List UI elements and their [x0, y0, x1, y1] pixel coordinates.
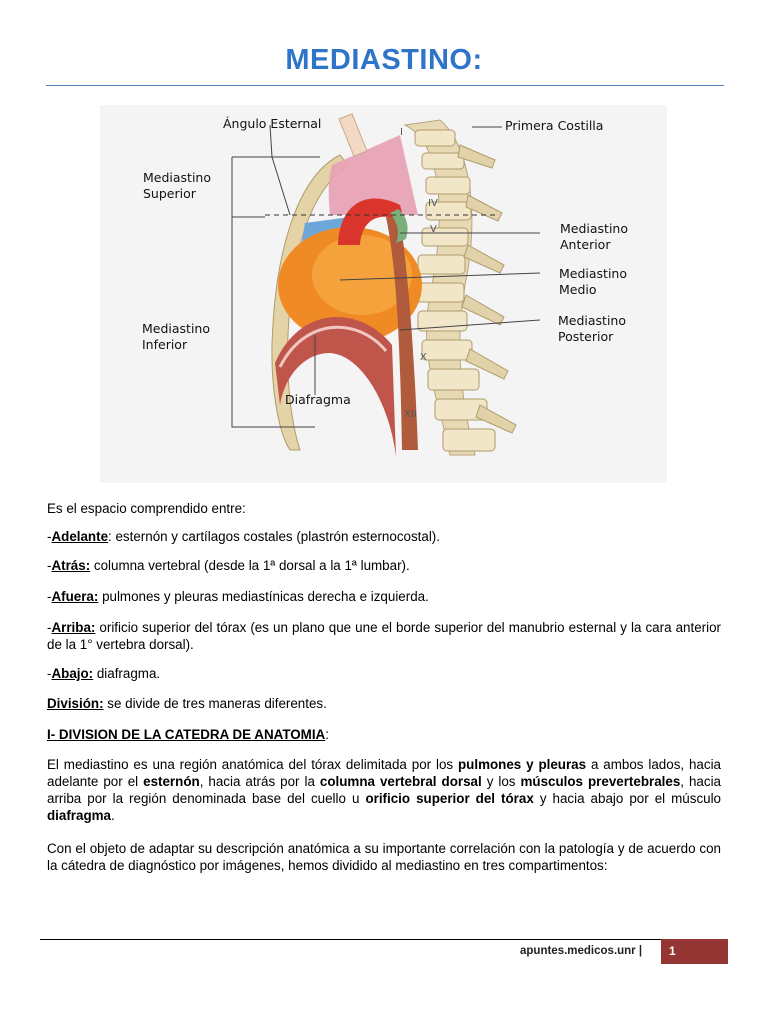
vertebra-label-i: I	[400, 127, 403, 138]
page-title: MEDIASTINO:	[285, 44, 483, 76]
label-mediastino-inferior: Mediastino Inferior	[142, 321, 210, 352]
title-underline	[46, 85, 724, 86]
footer-rule	[40, 939, 728, 940]
limit-arriba: -Arriba: orificio superior del tórax (es un plano que une el borde superior del manubrio esternal y la cara anterior de la 1° vertebra dorsal).	[47, 620, 721, 652]
vertebra-label-iv: IV	[428, 198, 438, 209]
label-mediastino-posterior: Mediastino Posterior	[558, 313, 626, 344]
page-number: 1	[661, 939, 728, 964]
mediastinum-illustration	[100, 105, 667, 483]
anatomy-paragraph: El mediastino es una región anatómica del tórax delimitada por los pulmones y pleuras a ambos lados, hacia adelante por el esternón, hacia atrás por la columna vertebral dorsal y los músculos prevertebrales, hacia arriba por la región denominada base del cuello u orificio superior del tórax y hacia abajo por el músculo diafragma.	[47, 757, 722, 823]
intro-paragraph: Es el espacio comprendido entre:	[47, 501, 246, 516]
vertebra-label-x: X	[420, 352, 427, 363]
label-angulo-esternal: Ángulo Esternal	[223, 116, 322, 131]
division-line: División: se divide de tres maneras diferentes.	[47, 696, 327, 711]
section-heading: I- DIVISION DE LA CATEDRA DE ANATOMIA:	[47, 727, 329, 742]
limit-adelante: -Adelante: esternón y cartílagos costales (plastrón esternocostal).	[47, 529, 440, 544]
footer-site: apuntes.medicos.unr |	[520, 945, 643, 957]
label-primera-costilla: Primera Costilla	[505, 118, 604, 133]
limit-afuera: -Afuera: pulmones y pleuras mediastínicas derecha e izquierda.	[47, 589, 429, 604]
label-mediastino-superior: Mediastino Superior	[143, 170, 211, 201]
limit-atras: -Atrás: columna vertebral (desde la 1ª dorsal a la 1ª lumbar).	[47, 558, 410, 573]
imaging-paragraph: Con el objeto de adaptar su descripción anatómica a su importante correlación con la patología y de acuerdo con la cátedra de diagnóstico por imágenes, hemos dividido al mediastino en tres compartimentos:	[47, 841, 721, 873]
label-mediastino-medio: Mediastino Medio	[559, 266, 627, 297]
vertebra-label-v: V	[430, 224, 437, 235]
label-mediastino-anterior: Mediastino Anterior	[560, 221, 628, 252]
limit-abajo: -Abajo: diafragma.	[47, 666, 161, 681]
vertebra-label-xii: XII	[404, 409, 417, 420]
label-diafragma: Diafragma	[285, 392, 351, 407]
